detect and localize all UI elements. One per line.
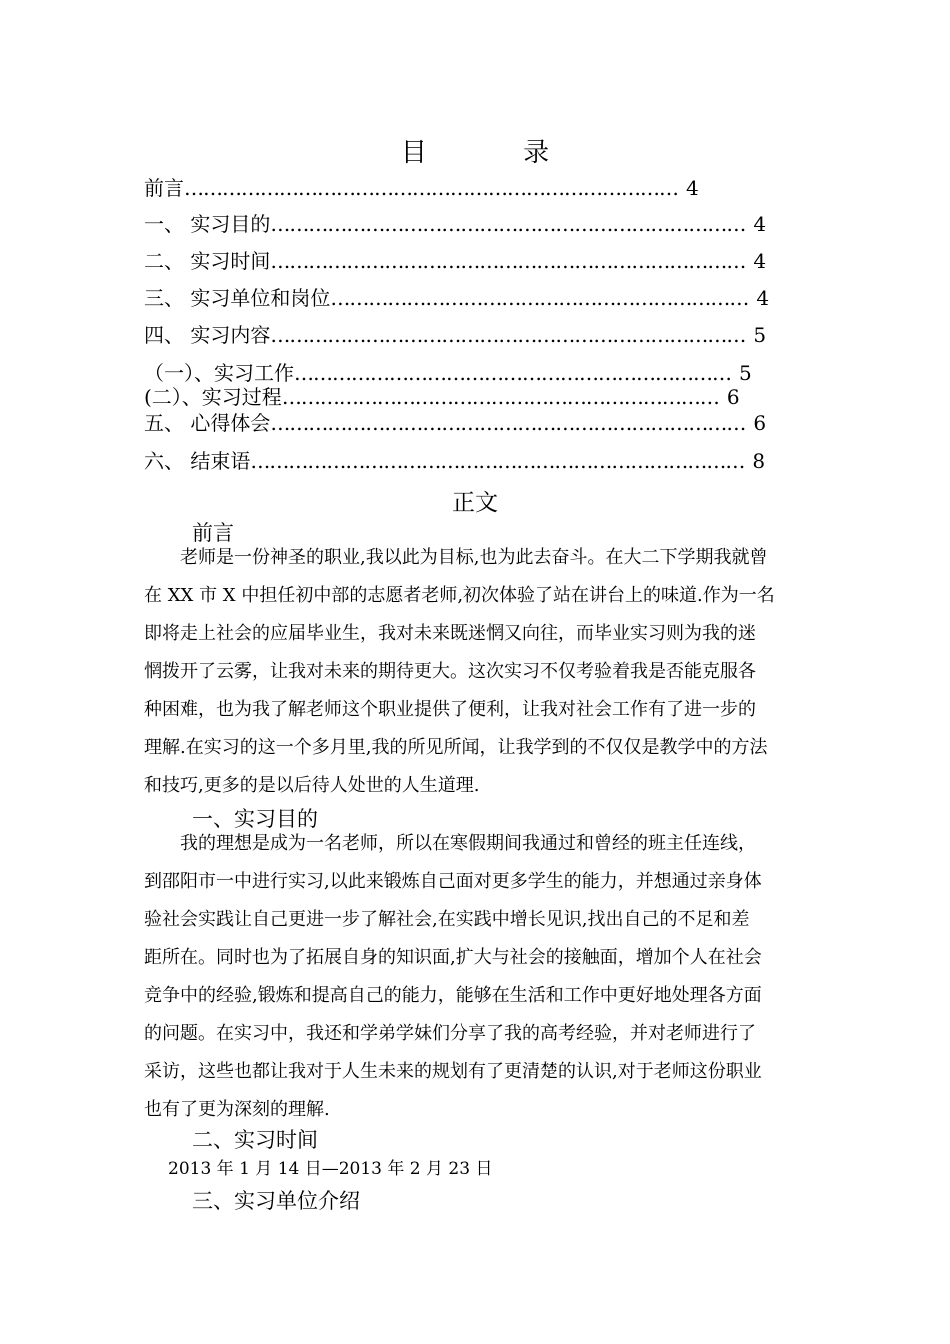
toc-leader-dots: …………………………………………………………	[330, 286, 749, 310]
toc-page-number: 4	[753, 212, 767, 236]
paragraph-line: 采访，这些也都让我对于人生未来的规划有了更清楚的认识,对于老师这份职业	[144, 1061, 762, 1082]
toc-entry[interactable]	[144, 176, 699, 200]
toc-entry-label: 四、 实习内容	[144, 323, 271, 347]
toc-page-number: 4	[756, 286, 770, 310]
toc-entry[interactable]	[144, 361, 752, 385]
toc-entry[interactable]	[144, 323, 766, 347]
toc-leader-dots: …………………………………………………………………	[270, 411, 746, 435]
paragraph-line: 到邵阳市一中进行实习,以此来锻炼自己面对更多学生的能力，并想通过亲身体	[144, 871, 762, 892]
toc-leader-dots: ……………………………………………………………………	[250, 449, 745, 473]
toc-entry[interactable]	[144, 249, 766, 273]
paragraph-line: 和技巧,更多的是以后待人处世的人生道理.	[144, 775, 480, 796]
toc-leader-dots: ……………………………………………………………	[294, 361, 731, 385]
paragraph-line: 我的理想是成为一名老师，所以在寒假期间我通过和曾经的班主任连线，	[180, 833, 756, 854]
unit-heading: 三、实习单位介绍	[192, 1189, 360, 1213]
toc-title: 目 录	[400, 138, 594, 168]
paragraph-line: 也有了更为深刻的理解.	[144, 1099, 330, 1120]
preface-heading: 前言	[192, 521, 234, 545]
toc-page-number: 5	[753, 323, 767, 347]
paragraph-line: 在 XX 市 X 中担任初中部的志愿者老师,初次体验了站在讲台上的味道.作为一名	[144, 585, 775, 606]
toc-leader-dots: …………………………………………………………………	[270, 323, 746, 347]
toc-entry[interactable]	[144, 212, 766, 236]
purpose-paragraph	[144, 825, 808, 1129]
preface-paragraph	[144, 539, 808, 805]
toc-entry-label: 六、 结束语	[144, 449, 251, 473]
paragraph-line: 距所在。同时也为了拓展自身的知识面,扩大与社会的接触面，增加个人在社会	[144, 947, 762, 968]
toc-page-number: 4	[753, 249, 767, 273]
paragraph-line: 验社会实践让自己更进一步了解社会,在实践中增长见识,找出自己的不足和差	[144, 909, 750, 930]
internship-date-range: 2013 年 1 月 14 日—2013 年 2 月 23 日	[168, 1159, 493, 1179]
toc-entry[interactable]	[144, 449, 765, 473]
toc-entry[interactable]	[144, 286, 769, 310]
toc-page-number: 5	[739, 361, 752, 385]
paragraph-line: 老师是一份神圣的职业,我以此为目标,也为此去奋斗。在大二下学期我就曾	[180, 547, 768, 568]
paragraph-line: 即将走上社会的应届毕业生，我对未来既迷惘又向往，而毕业实习则为我的迷	[144, 623, 756, 644]
toc-entry-label: 三、 实习单位和岗位	[144, 286, 331, 310]
toc-page-number: 6	[753, 411, 767, 435]
time-heading: 二、实习时间	[192, 1128, 318, 1152]
toc-leader-dots: …………………………………………………………………	[270, 249, 746, 273]
purpose-heading: 一、实习目的	[192, 807, 318, 831]
paragraph-line: 的问题。在实习中，我还和学弟学妹们分享了我的高考经验，并对老师进行了	[144, 1023, 756, 1044]
toc-leader-dots: ……………………………………………………………	[281, 385, 719, 409]
main-body-title: 正文	[452, 490, 498, 516]
paragraph-line: 种困难，也为我了解老师这个职业提供了便利，让我对社会工作有了进一步的	[144, 699, 756, 720]
paragraph-line: 理解.在实习的这一个多月里,我的所见所闻，让我学到的不仅仅是教学中的方法	[144, 737, 768, 758]
toc-page-number: 6	[726, 385, 740, 409]
toc-entry-label: 前言	[144, 176, 184, 200]
toc-page-number: 4	[686, 176, 699, 200]
toc-leader-dots: …………………………………………………………………	[270, 212, 746, 236]
paragraph-line: 惘拨开了云雾，让我对未来的期待更大。这次实习不仅考验着我是否能克服各	[144, 661, 756, 682]
toc-entry-label: （一）、实习工作	[144, 361, 294, 385]
toc-entry-label: 五、 心得体会	[144, 411, 271, 435]
toc-entry[interactable]	[144, 385, 740, 409]
toc-entry-label: (二）、实习过程	[144, 385, 282, 409]
toc-entry-label: 一、 实习目的	[144, 212, 271, 236]
toc-leader-dots: ……………………………………………………………………	[184, 176, 678, 200]
paragraph-line: 竞争中的经验,锻炼和提高自己的能力，能够在生活和工作中更好地处理各方面	[144, 985, 762, 1006]
toc-page-number: 8	[752, 449, 766, 473]
toc-entry-label: 二、 实习时间	[144, 249, 271, 273]
toc-entry[interactable]	[144, 411, 766, 435]
